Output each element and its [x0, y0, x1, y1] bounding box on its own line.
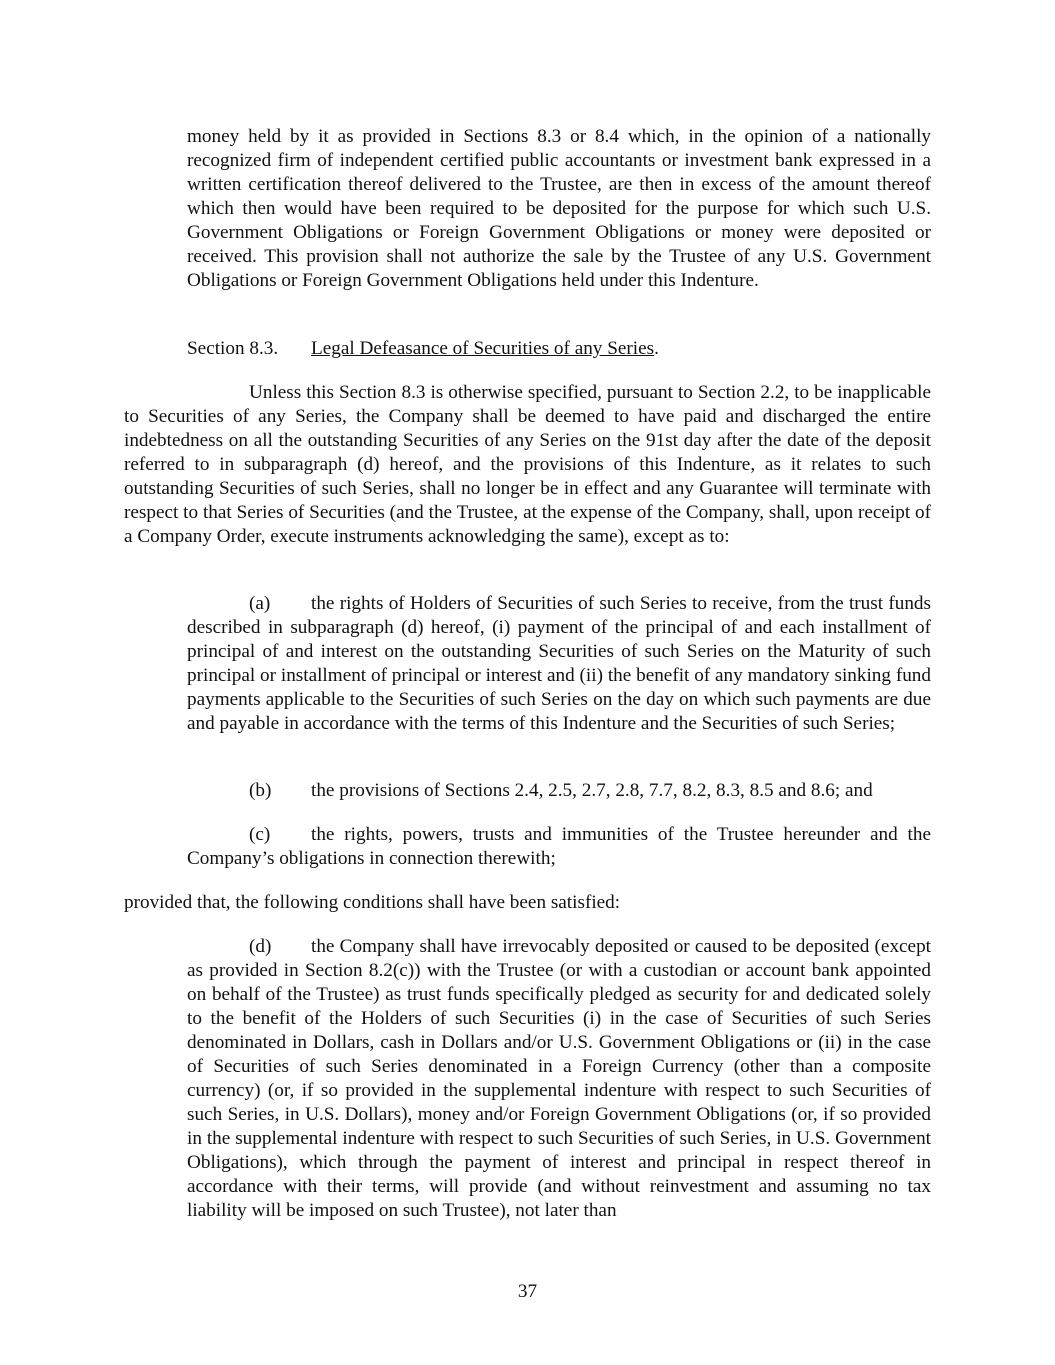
condition-d-label: (d): [249, 936, 272, 957]
section-title: Legal Defeasance of Securities of any Series: [311, 338, 655, 359]
proviso-line: provided that, the following conditions shall have been satisfied:: [124, 892, 621, 913]
section-number: Section 8.3.: [187, 338, 279, 359]
clause-b-text: the provisions of Sections 2.4, 2.5, 2.7, 2.8, 7.7, 8.2, 8.3, 8.5 and 8.6; and: [311, 780, 873, 801]
clause-a: [187, 592, 931, 736]
section-title-period: .: [654, 338, 659, 359]
section-heading: [187, 337, 931, 361]
condition-d-text: the Company shall have irrevocably deposited or caused to be deposited (except as provided in Section 8.2(c)) with the Trustee (or with a custodian or account bank appointed on behalf of the Trustee) as trust funds specifically pledged as security for and dedicated solely to the benefit of the Holders of such Securities (i) in the case of Securities of such Series denominated in Dollars, cash in Dollars and/or U.S. Government Obligations or (ii) in the case of Securities of such Series denominated in a Foreign Currency (other than a composite currency) (or, if so provided in the supplemental indenture with respect to such Securities of such Series, in U.S. Dollars), money and/or Foreign Government Obligations (or, if so provided in the supplemental indenture with respect to such Securities of such Series, in U.S. Government Obligations), which through the payment of interest and principal in respect thereof in accordance with their terms, will provide (and without reinvestment and assuming no tax liability will be imposed on such Trustee), not later than: [187, 936, 931, 1221]
condition-d: [187, 935, 931, 1223]
clause-c-text: the rights, powers, trusts and immunities of the Trustee hereunder and the Company’s obligations in connection therewith;: [187, 824, 931, 869]
clause-c-label: (c): [249, 824, 271, 845]
continuation-paragraph: money held by it as provided in Sections 8.3 or 8.4 which, in the opinion of a nationally recognized firm of independent certified public accountants or investment bank expressed in a written certification thereof delivered to the Trustee, are then in excess of the amount thereof which then would have been required to be deposited for the purpose for which such U.S. Government Obligations or Foreign Government Obligations or money were deposited or received. This provision shall not authorize the sale by the Trustee of any U.S. Government Obligations or Foreign Government Obligations held under this Indenture.: [187, 126, 931, 291]
clause-b: [187, 779, 931, 803]
clause-b-label: (b): [249, 780, 272, 801]
clause-a-label: (a): [249, 593, 271, 614]
intro-paragraph: Unless this Section 8.3 is otherwise specified, pursuant to Section 2.2, to be inapplicable to Securities of any Series, the Company shall be deemed to have paid and discharged the entire indebtedness on all the outstanding Securities of any Series on the 91st day after the date of the deposit referred to in subparagraph (d) hereof, and the provisions of this Indenture, as it relates to such outstanding Securities of such Series, shall no longer be in effect and any Guarantee will terminate with respect to that Series of Securities (and the Trustee, at the expense of the Company, shall, upon receipt of a Company Order, execute instruments acknowledging the same), except as to:: [124, 382, 931, 547]
clause-a-text: the rights of Holders of Securities of such Series to receive, from the trust funds described in subparagraph (d) hereof, (i) payment of the principal of and each installment of principal of and interest on the outstanding Securities of such Series on the Maturity of such principal or installment of principal or interest and (ii) the benefit of any mandatory sinking fund payments applicable to the Securities of such Series on the day on which such payments are due and payable in accordance with the terms of this Indenture and the Securities of such Series;: [187, 593, 931, 734]
clause-c: [187, 823, 931, 871]
page-number: 37: [517, 1281, 538, 1302]
